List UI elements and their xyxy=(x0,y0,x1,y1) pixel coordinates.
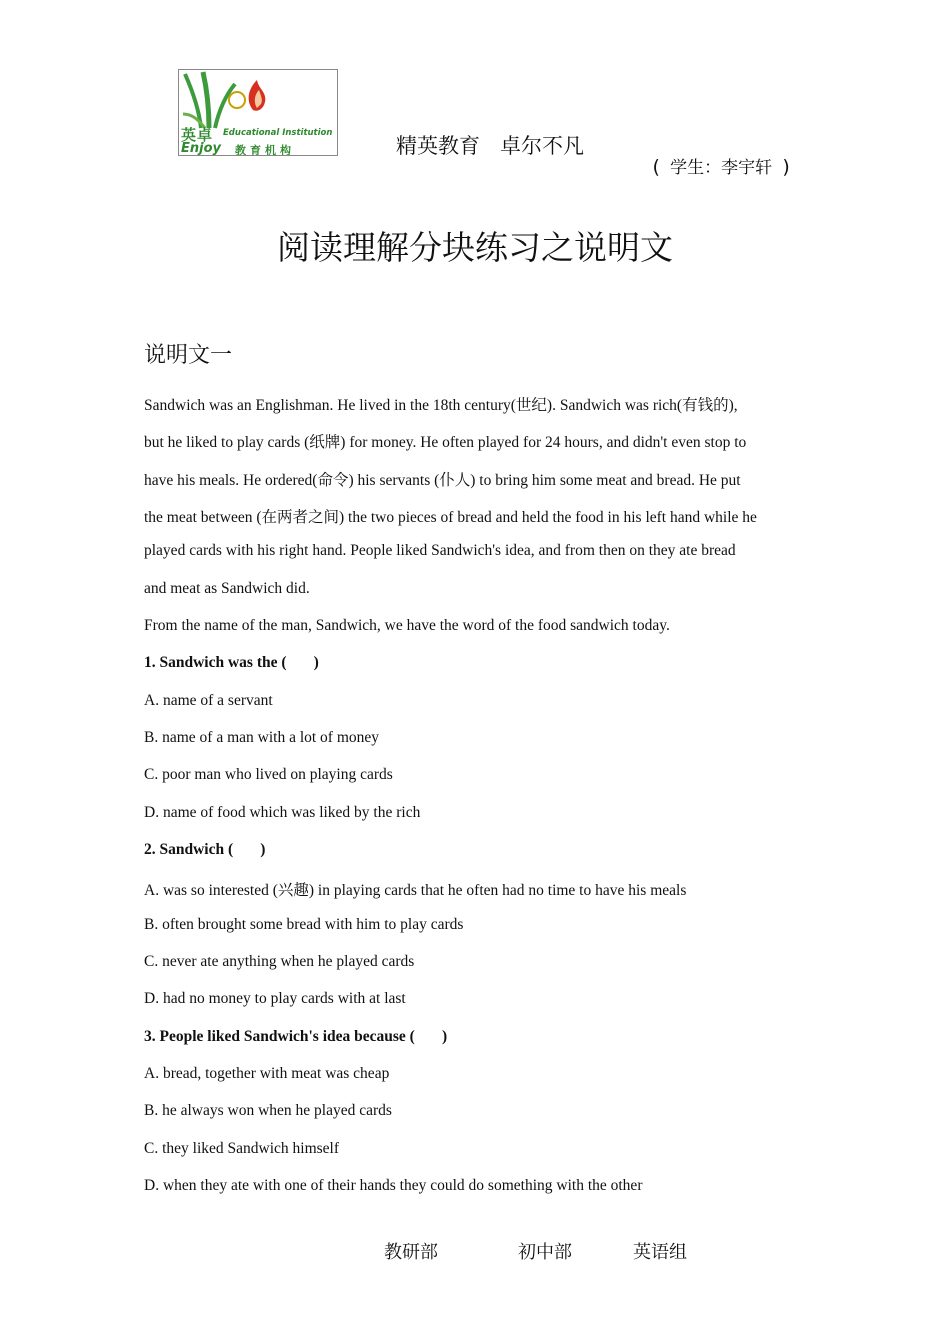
student-close-paren: ) xyxy=(782,156,790,178)
logo-chinese-name: 英卓 xyxy=(181,126,214,144)
passage-line: and meat as Sandwich did. xyxy=(144,580,310,597)
section-title: 说明文一 xyxy=(144,343,233,368)
answer-option: C. never ate anything when he played cards xyxy=(144,953,415,970)
footer-dept-research: 教研部 xyxy=(384,1242,438,1263)
passage-line: the meat between (在两者之间) the two pieces of bread and held the food in his left hand while he xyxy=(144,509,757,526)
footer-dept-english: 英语组 xyxy=(633,1242,687,1263)
answer-option: D. when they ate with one of their hands they could do something with the other xyxy=(144,1177,643,1194)
logo-english-name: Educational Institution xyxy=(223,128,333,138)
logo-plant-icon xyxy=(179,70,338,130)
logo xyxy=(178,69,338,156)
answer-option: B. often brought some bread with him to play cards xyxy=(144,916,464,933)
student-label: 学生：李宇轩 xyxy=(659,158,783,178)
student-open-paren: ( xyxy=(652,156,660,178)
passage-line: Sandwich was an Englishman. He lived in the 18th century(世纪). Sandwich was rich(有钱的), xyxy=(144,397,738,414)
logo-enjoy: Enjoy xyxy=(181,141,221,156)
question-stem: 2. Sandwich ( ) xyxy=(144,841,266,858)
footer-dept-junior: 初中部 xyxy=(518,1242,572,1263)
logo-chinese-subtitle: 教育机构 xyxy=(235,144,295,156)
page-title: 阅读理解分块练习之说明文 xyxy=(277,228,673,267)
header-slogan: 精英教育 卓尔不凡 xyxy=(396,134,585,158)
answer-option: A. was so interested (兴趣) in playing cards that he often had no time to have his meals xyxy=(144,882,687,899)
question-stem: 1. Sandwich was the ( ) xyxy=(144,654,319,671)
answer-option: A. name of a servant xyxy=(144,692,273,709)
answer-option: C. poor man who lived on playing cards xyxy=(144,766,393,783)
header-student xyxy=(632,133,790,178)
answer-option: B. name of a man with a lot of money xyxy=(144,729,380,746)
passage-line: have his meals. He ordered(命令) his servants (仆人) to bring him some meat and bread. He put xyxy=(144,472,741,489)
answer-option: C. they liked Sandwich himself xyxy=(144,1140,340,1157)
answer-option: D. name of food which was liked by the rich xyxy=(144,804,421,821)
answer-option: D. had no money to play cards with at last xyxy=(144,990,406,1007)
passage-line: From the name of the man, Sandwich, we have the word of the food sandwich today. xyxy=(144,617,670,634)
question-stem: 3. People liked Sandwich's idea because ( ) xyxy=(144,1028,448,1045)
passage-line: but he liked to play cards (纸牌) for money. He often played for 24 hours, and didn't even stop to xyxy=(144,434,747,451)
passage-line: played cards with his right hand. People liked Sandwich's idea, and from then on they ate bread xyxy=(144,542,736,559)
answer-option: B. he always won when he played cards xyxy=(144,1102,392,1119)
answer-option: A. bread, together with meat was cheap xyxy=(144,1065,390,1082)
